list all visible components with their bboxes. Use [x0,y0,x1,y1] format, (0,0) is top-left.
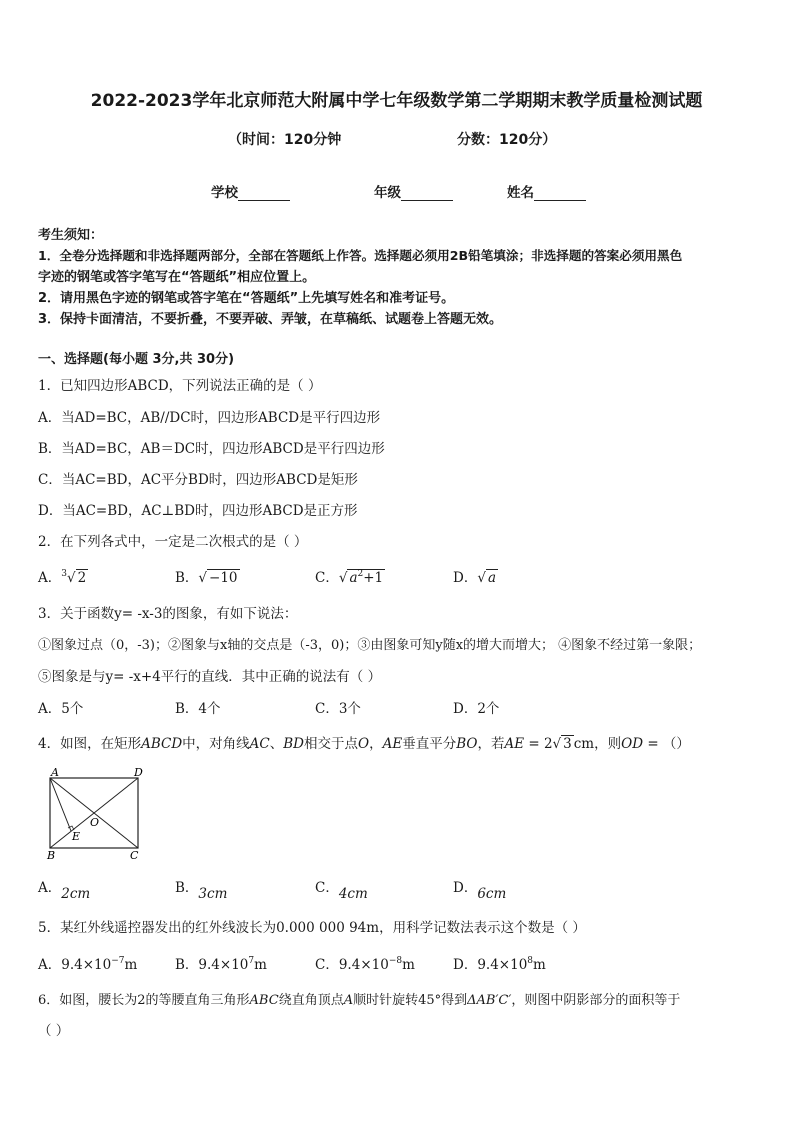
q2-d-label: D． [453,570,478,586]
q6-stem-a: 6．如图，腰长为2的等腰直角三角形 [38,993,250,1008]
page-title: 2022-2023学年北京师范大附属中学七年级数学第二学期期末教学质量检测试题 [90,91,703,111]
label-o: O [90,816,100,829]
q4-a-value: 2cm [61,886,91,902]
q4-stem-d: 垂直平分 [402,736,457,752]
q1-option-b[interactable]: B．当AD=BC，AB＝DC时，四边形ABCD是平行四边形 [38,441,385,457]
q4-comma: ， [369,736,383,752]
q5-b-label: B． [175,957,199,973]
q5-d-exp: 8 [527,956,534,966]
notice-line1b: 字迹的钢笔或答字笔写在“答题纸”相应位置上。 [38,270,316,285]
q2-option-c[interactable]: C．√ $a^2+1$ [315,569,384,586]
q2-c-var: a [349,570,358,586]
q4-rectangle-diagram [38,766,158,864]
q4-ae-eq: AE [504,736,525,752]
q1-stem: 1．已知四边形ABCD，下列说法正确的是（ ） [38,378,322,394]
q3-option-b[interactable]: B．4个 [175,701,221,717]
section-heading: 一、选择题(每小题 3分,共 30分) [38,352,235,367]
label-a: A [51,766,59,779]
q1-option-a[interactable]: A．当AD=BC，AB//DC时，四边形ABCD是平行四边形 [38,410,381,426]
q5-d-unit: m [533,957,546,973]
q4-ae: AE [382,736,403,752]
q2-a-label: A． [38,570,62,586]
q4-root3: 3 [563,736,572,752]
q5-c-exp: −8 [388,956,403,966]
notice-line2: 2．请用黑色字迹的钢笔或答字笔在“答题纸”上先填写姓名和准考证号。 [38,291,455,306]
q2-stem: 2．在下列各式中，一定是二次根式的是（ ） [38,534,308,550]
exam-score: 分数：120分） [457,132,557,148]
q1-option-c[interactable]: C．当AC=BD，AC平分BD时，四边形ABCD是矩形 [38,472,358,488]
q4-c-value: 4cm [338,886,368,902]
q4-stem-c: 相交于点 [304,736,359,752]
q6-stem-c: 顺时针旋转45°得到 [353,993,468,1008]
q2-c-exp: 2 [357,569,364,579]
q5-b-exp: 7 [248,956,255,966]
grade-label: 年级 [374,185,401,201]
q3-option-a[interactable]: A．5个 [38,701,84,717]
q5-c-label: C． [315,957,339,973]
q2-c-rest: +1 [363,570,384,586]
q5-option-a[interactable] [38,953,137,973]
q1-option-d[interactable]: D．当AC=BD，AC⊥BD时，四边形ABCD是正方形 [38,503,358,519]
name-blank[interactable] [534,186,586,201]
q4-option-a[interactable] [38,876,91,902]
q5-d-base: 9.4×10 [477,957,528,973]
q2-option-d[interactable]: D．√ a [453,570,496,586]
notice-heading: 考生须知： [38,228,104,243]
q4-b-label: B． [175,880,199,896]
q4-eq: = 2 [524,736,553,752]
q3-option-c[interactable]: C．3个 [315,701,361,717]
q4-b-value: 3cm [198,886,228,902]
q4-option-b[interactable] [175,876,228,902]
label-c: C [130,849,139,862]
q3-option-d[interactable]: D．2个 [453,701,500,717]
q5-a-exp: −7 [111,956,125,966]
q5-d-label: D． [453,957,478,973]
q2-option-a[interactable]: A．$^3$√ 2 [38,569,87,586]
q6-triangle: ΔAB′C′ [467,993,512,1008]
q4-ac: AC [249,736,270,752]
q4-a-label: A． [38,880,62,896]
exam-time: （时间：120分钟 [228,132,342,148]
q2-b-radicand: −10 [209,570,238,586]
label-d: D [134,766,143,779]
q6-stem [38,989,680,1008]
q4-od: OD [621,736,644,752]
label-e: E [72,830,81,843]
q5-option-b[interactable] [175,953,267,973]
q6-stem-b: 绕直角顶点 [278,993,344,1008]
school-field [211,181,290,201]
q4-sep: 、 [269,736,284,752]
q5-c-base: 9.4×10 [338,957,389,973]
name-field [507,181,586,201]
q4-stem-b: 中，对角线 [182,736,250,752]
q4-d-label: D． [453,880,478,896]
q5-b-base: 9.4×10 [198,957,249,973]
q4-stem-e: ，若 [477,736,505,752]
q5-b-unit: m [254,957,267,973]
school-blank[interactable] [238,186,290,201]
q6-abc: ABC [249,993,279,1008]
q2-d-radicand: a [487,570,496,586]
q5-a-unit: m [124,957,138,973]
q5-stem: 5．某红外线遥控器发出的红外线波长为0.000 000 94m，用科学记数法表示这个数是（ ） [38,920,586,936]
q4-bd: BD [283,736,305,752]
q2-a-index: 3 [61,569,67,579]
notice-line3: 3．保持卡面清洁，不要折叠，不要弄破、弄皱，在草稿纸、试题卷上答题无效。 [38,312,503,327]
grade-field [374,181,453,201]
q4-o: O [358,736,370,752]
q2-c-label: C． [315,570,339,586]
q3-statement-5: ⑤图象是与y= -x+4平行的直线．其中正确的说法有（ ） [38,669,382,685]
notice-line1a: 1．全卷分选择题和非选择题两部分，全部在答题纸上作答。选择题必须用2B铅笔填涂；非选择题的答案必须用黑色 [38,248,683,263]
q5-c-unit: m [402,957,415,973]
grade-blank[interactable] [401,186,453,201]
q6-a: A [343,993,354,1008]
school-label: 学校 [211,185,238,201]
q4-stem: 4．如图，在矩形ABCD中，对角线AC、BD相交于点O，AE垂直平分BO，若AE = 2√ 3 cm，则OD = （） [38,736,690,752]
q5-a-label: A． [38,957,62,973]
q4-tail: = （） [643,736,690,752]
q4-option-d[interactable] [453,876,507,902]
q4-option-c[interactable] [315,876,368,902]
q4-bo: BO [456,736,478,752]
q5-a-base: 9.4×10 [61,957,112,973]
q2-a-radicand: 2 [77,570,87,586]
q4-stem-a: 4．如图，在矩形 [38,736,142,752]
q5-option-d[interactable] [453,953,546,973]
q2-option-b[interactable]: B．√ −10 [175,570,238,586]
q6-answer-blank: （ ） [38,1023,70,1039]
q4-d-value: 6cm [477,886,507,902]
q4-c-label: C． [315,880,339,896]
q3-stem: 3．关于函数y= -x-3的图象，有如下说法： [38,606,298,622]
q4-cm: cm，则 [573,736,622,752]
q2-b-label: B． [175,570,199,586]
q4-abcd: ABCD [141,736,183,752]
name-label: 姓名 [507,185,534,201]
q6-stem-d: ，则图中阴影部分的面积等于 [511,993,681,1008]
q3-statements: ①图象过点（0，-3)；②图象与x轴的交点是（-3，0)；③由图象可知y随x的增大而增大； ④图象不经过第一象限； [38,638,702,653]
q2-c-radicand [347,569,385,586]
q5-option-c[interactable] [315,953,415,973]
label-b: B [47,849,56,862]
